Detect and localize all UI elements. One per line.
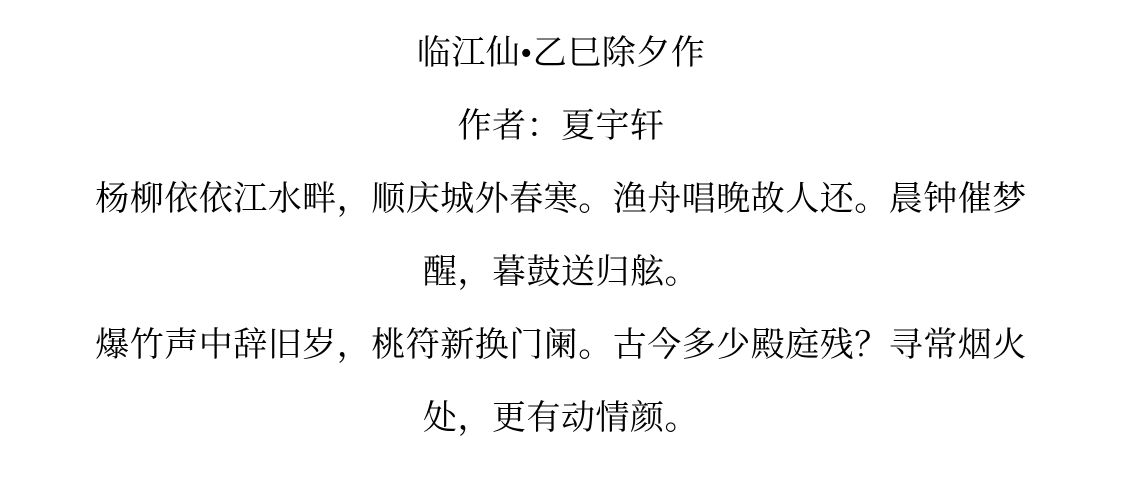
stanza-1-line-1: 杨柳依依江水畔，顺庆城外春寒。渔舟唱晚故人还。晨钟催梦: [95, 181, 1027, 218]
stanza-2-line-2: 处，更有动情颜。: [423, 400, 699, 437]
stanza-2-line-1: 爆竹声中辞旧岁，桃符新换门阑。古今多少殿庭残？寻常烟火: [95, 327, 1027, 364]
poem-author-line: 作者：夏宇轩: [457, 108, 665, 145]
stanza-1-line-2: 醒，暮鼓送归舷。: [423, 254, 699, 291]
poem-stanza-1: [0, 163, 1122, 309]
poem-stanza-2: [0, 309, 1122, 455]
poem-title: 临江仙•乙巳除夕作: [416, 35, 706, 72]
